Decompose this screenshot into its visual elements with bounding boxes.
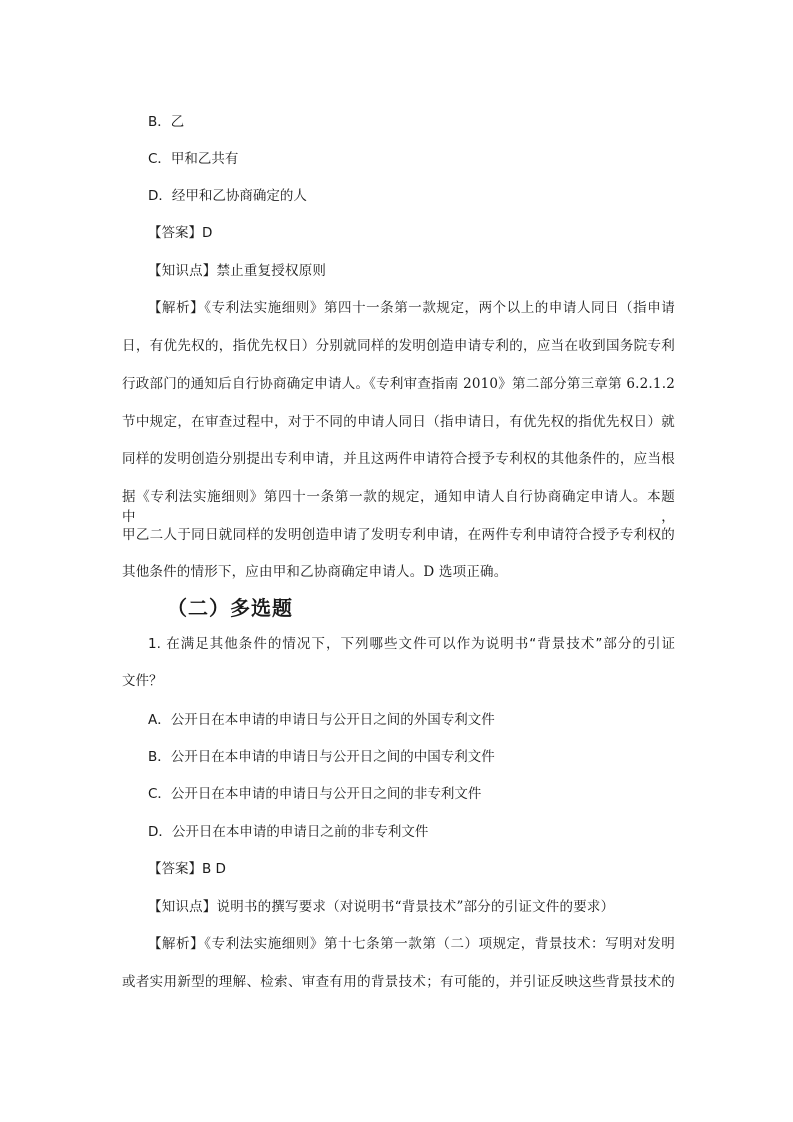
question-text: 1. 在满足其他条件的情况下，下列哪些文件可以作为说明书“背景技术”部分的引证 [148,636,675,652]
option-d: D．公开日在本申请的申请日之前的非专利文件 [148,824,429,840]
analysis-line: 节中规定，在审查过程中，对于不同的申请人同日（指申请日，有优先权的指优先权日）就 [122,414,675,430]
knowledge-point: 【知识点】禁止重复授权原则 [148,263,327,279]
analysis-line: 【解析】《专利法实施细则》第四十一条第一款规定，两个以上的申请人同日（指申请 [148,300,675,316]
option-b: B．公开日在本申请的申请日与公开日之间的中国专利文件 [148,749,495,765]
analysis-line: 同样的发明创造分别提出专利申请，并且这两件申请符合授予专利权的其他条件的，应当根 [122,451,675,467]
option-a: A．公开日在本申请的申请日与公开日之间的外国专利文件 [148,712,495,728]
option-c: C．甲和乙共有 [148,151,239,167]
analysis-line: 行政部门的通知后自行协商确定申请人。《专利审查指南 2010》第二部分第三章第 6.2.1.2 [122,376,675,392]
question-text-cont: 文件？ [122,673,163,689]
analysis-line: 其他条件的情形下，应由甲和乙协商确定申请人。D 选项正确。 [122,564,508,580]
knowledge-point: 【知识点】说明书的撰写要求（对说明书“背景技术”部分的引证文件的要求） [148,899,615,915]
analysis-line: 【解析】《专利法实施细则》第十七条第一款第（二）项规定，背景技术：写明对发明 [148,936,675,952]
analysis-line: 日，有优先权的，指优先权日）分别就同样的发明创造申请专利的，应当在收到国务院专利 [122,338,675,354]
analysis-line: 甲乙二人于同日就同样的发明创造申请了发明专利申请，在两件专利申请符合授予专利权的 [122,527,675,543]
option-b: B．乙 [148,114,185,130]
option-d: D．经甲和乙协商确定的人 [148,188,307,204]
option-c: C．公开日在本申请的申请日与公开日之间的非专利文件 [148,786,482,802]
answer: 【答案】B D [148,861,226,877]
analysis-line: 据《专利法实施细则》第四十一条第一款的规定，通知申请人自行协商确定申请人。本题中， [122,489,675,525]
section-heading: （二）多选题 [167,596,293,620]
analysis-line: 或者实用新型的理解、检索、审查有用的背景技术；有可能的，并引证反映这些背景技术的 [122,974,675,990]
answer: 【答案】D [148,225,213,241]
